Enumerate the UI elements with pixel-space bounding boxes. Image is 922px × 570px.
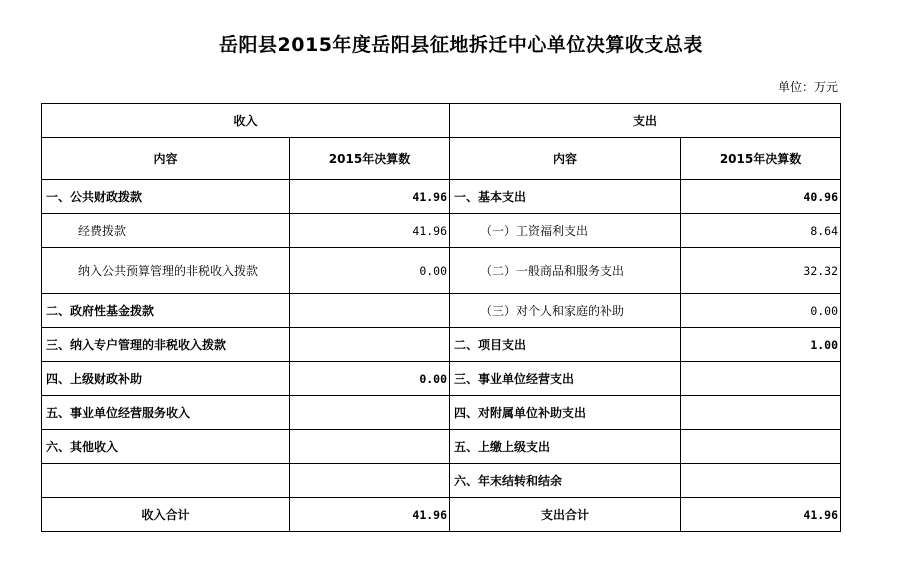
- income-item-label: 二、政府性基金拨款: [42, 294, 290, 328]
- table-row: [42, 294, 841, 328]
- unit-label: 单位：万元: [777, 80, 838, 94]
- expense-item-value: 1.00: [681, 328, 841, 362]
- table-row: [42, 180, 841, 214]
- income-header: 收入: [42, 104, 450, 138]
- table-row: [42, 362, 841, 396]
- income-item-value: [290, 430, 450, 464]
- income-total-value: 41.96: [290, 498, 450, 532]
- income-item-value: [290, 396, 450, 430]
- income-item-label: 纳入公共预算管理的非税收入拨款: [42, 248, 290, 294]
- income-total-label: 收入合计: [42, 498, 290, 532]
- income-item-value: 0.00: [290, 362, 450, 396]
- table-row: [42, 328, 841, 362]
- income-item-value: [290, 328, 450, 362]
- expense-header: 支出: [450, 104, 841, 138]
- income-item-value: 0.00: [290, 248, 450, 294]
- income-amount-header: 2015年决算数: [290, 138, 450, 180]
- expense-content-header: 内容: [450, 138, 681, 180]
- income-item-value: [290, 294, 450, 328]
- totals-row: [42, 498, 841, 532]
- expense-item-value: [681, 464, 841, 498]
- expense-item-label: 一、基本支出: [450, 180, 681, 214]
- expense-item-value: 0.00: [681, 294, 841, 328]
- column-header-row: [42, 138, 841, 180]
- table-row: [42, 214, 841, 248]
- expense-amount-header: 2015年决算数: [681, 138, 841, 180]
- expense-item-value: 40.96: [681, 180, 841, 214]
- expense-item-label: （二）一般商品和服务支出: [450, 248, 681, 294]
- income-content-header: 内容: [42, 138, 290, 180]
- expense-item-value: 32.32: [681, 248, 841, 294]
- income-item-label: 一、公共财政拨款: [42, 180, 290, 214]
- table-row: [42, 464, 841, 498]
- table-row: [42, 396, 841, 430]
- expense-item-label: （一）工资福利支出: [450, 214, 681, 248]
- expense-item-label: 四、对附属单位补助支出: [450, 396, 681, 430]
- income-item-value: 41.96: [290, 180, 450, 214]
- income-item-label: 五、事业单位经营服务收入: [42, 396, 290, 430]
- expense-item-value: [681, 362, 841, 396]
- expense-item-label: 二、项目支出: [450, 328, 681, 362]
- expense-item-label: 三、事业单位经营支出: [450, 362, 681, 396]
- income-item-label: 三、纳入专户管理的非税收入拨款: [42, 328, 290, 362]
- expense-item-value: 8.64: [681, 214, 841, 248]
- page-title: 岳阳县2015年度岳阳县征地拆迁中心单位决算收支总表: [219, 34, 703, 56]
- expense-item-label: 六、年末结转和结余: [450, 464, 681, 498]
- income-item-label: 四、上级财政补助: [42, 362, 290, 396]
- section-header-row: [42, 104, 841, 138]
- table-row: [42, 248, 841, 294]
- income-item-label: 六、其他收入: [42, 430, 290, 464]
- income-item-value: [290, 464, 450, 498]
- expense-item-value: [681, 430, 841, 464]
- table-row: [42, 430, 841, 464]
- income-expense-table: [41, 103, 841, 532]
- expense-item-label: 五、上缴上级支出: [450, 430, 681, 464]
- expense-total-label: 支出合计: [450, 498, 681, 532]
- income-item-label: [42, 464, 290, 498]
- expense-item-value: [681, 396, 841, 430]
- expense-item-label: （三）对个人和家庭的补助: [450, 294, 681, 328]
- income-item-label: 经费拨款: [42, 214, 290, 248]
- expense-total-value: 41.96: [681, 498, 841, 532]
- income-item-value: 41.96: [290, 214, 450, 248]
